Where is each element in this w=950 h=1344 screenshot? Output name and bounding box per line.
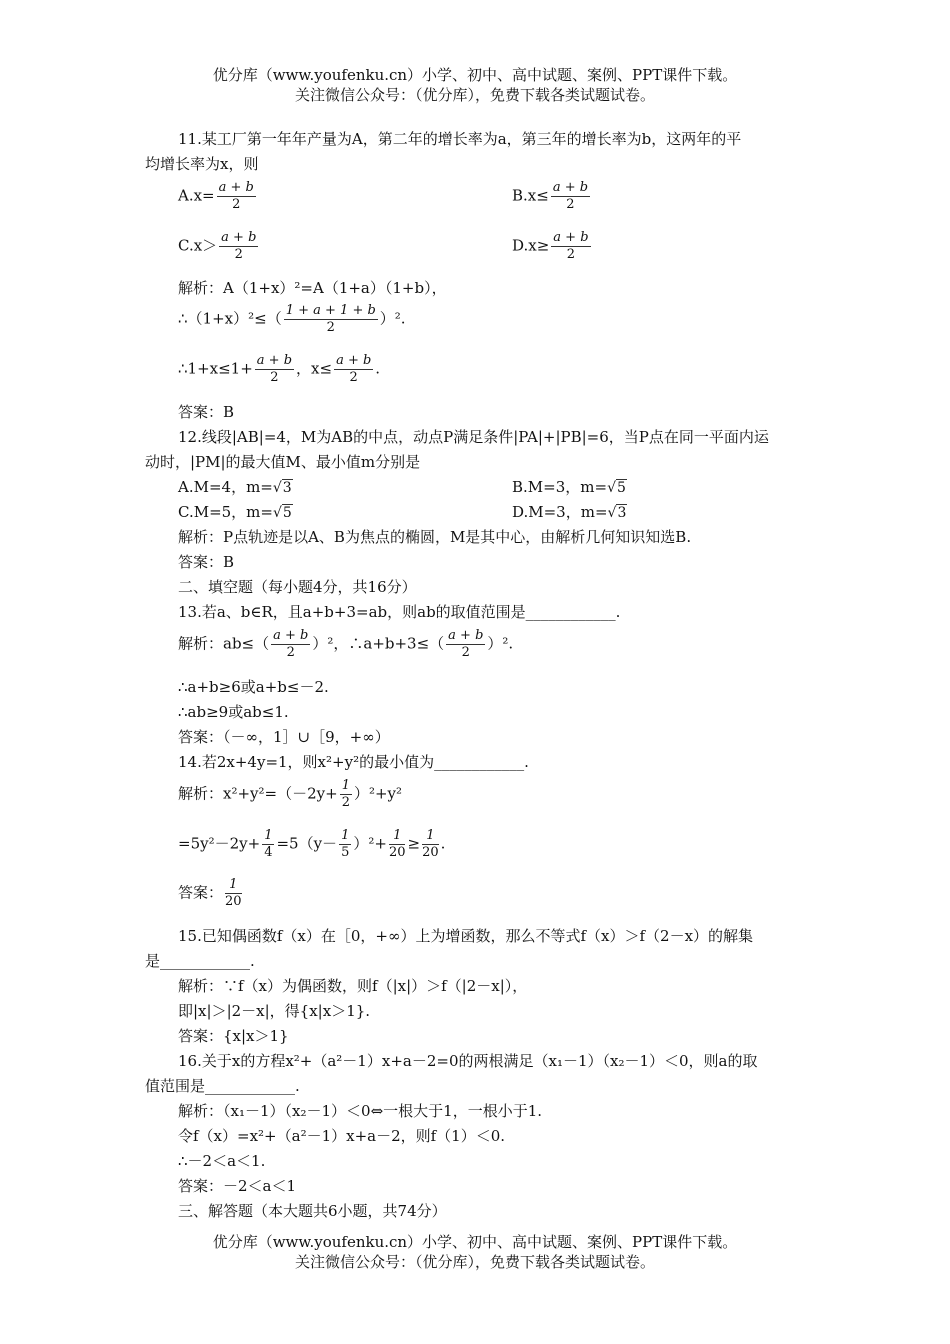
fraction: $\frac{a + b}{2}$ [336, 353, 372, 385]
q12-stem-line2: 动时，|PM|的最大值M、最小值m分别是 [145, 453, 421, 471]
q14-answer: 答案： $\frac{1}{20}$ [178, 877, 242, 909]
q13-answer: 答案：（－∞，1］∪［9，+∞） [178, 728, 390, 746]
fraction: $\frac{1}{4}$ [264, 828, 273, 860]
q12-option-b: B.M=3，m=√5 [512, 478, 626, 496]
q15-solution-line1: 解析：∵f（x）为偶函数，则f（|x|）＞f（|2－x|）， [178, 977, 528, 995]
q11-solution-line1: 解析：A（1+x）²=A（1+a）（1+b）， [178, 279, 447, 297]
q11-solution-line2: ∴（1+x）²≤（ $\frac{1 + a + 1 + b}{2}$ ）². [178, 303, 406, 335]
q11-answer: 答案：B [178, 403, 235, 421]
q16-solution-line3: ∴－2＜a＜1. [178, 1152, 266, 1170]
fraction: $\frac{a + b}{2}$ [448, 628, 484, 660]
fraction: $\frac{1}{20}$ [388, 828, 406, 860]
q11-option-a-label: A.x= [178, 186, 215, 205]
fraction: $\frac{1}{20}$ [422, 828, 439, 860]
q15-solution-line2: 即|x|＞|2－x|，得{x|x＞1}. [178, 1002, 371, 1020]
sqrt: √3 [607, 505, 627, 521]
q11-option-a [178, 180, 258, 213]
fraction: $\frac{a + b}{2}$ [553, 230, 589, 262]
sqrt: √3 [272, 480, 292, 496]
q13-stem: 13.若a、b∈R，且a+b+3=ab，则ab的取值范围是____________. [178, 603, 621, 621]
q14-stem: 14.若2x+4y=1，则x²+y²的最小值为____________. [178, 753, 529, 771]
q12-option-a: A.M=4，m=√3 [178, 478, 292, 496]
q16-stem-line1: 16.关于x的方程x²+（a²－1）x+a－2=0的两根满足（x₁－1）（x₂－1）＜0，则a的取 [178, 1052, 758, 1070]
q16-solution-line2: 令f（x）=x²+（a²－1）x+a－2，则f（1）＜0. [178, 1127, 506, 1145]
fraction: $\frac{a + b}{2}$ [218, 180, 254, 212]
q12-option-c: C.M=5，m=√5 [178, 503, 292, 521]
fraction: $\frac{a + b}{2}$ [221, 230, 257, 262]
fraction: $\frac{1}{2}$ [341, 778, 350, 810]
q12-option-d: D.M=3，m=√3 [512, 503, 627, 521]
sqrt: √5 [607, 480, 626, 496]
fraction: $\frac{a + b}{2}$ [256, 353, 293, 385]
q13-solution-line3: ∴ab≥9或ab≤1. [178, 703, 289, 721]
section-3-heading: 三、解答题（本大题共6小题，共74分） [178, 1202, 447, 1220]
page-footer-line2: 关注微信公众号：（优分库），免费下载各类试题试卷。 [294, 1253, 655, 1271]
fraction: $\frac{a + b}{2}$ [273, 628, 309, 660]
fraction: $\frac{a + b}{2}$ [552, 180, 589, 212]
sqrt: √5 [272, 505, 292, 521]
q16-solution-line1: 解析：（x₁－1）（x₂－1）＜0⇔一根大于1，一根小于1. [178, 1102, 543, 1120]
q11-stem-line2: 均增长率为x，则 [145, 155, 259, 173]
q11-option-d-label: D.x≥ [512, 236, 550, 255]
fraction: $\frac{1}{5}$ [341, 828, 350, 860]
q16-stem-line2: 值范围是____________. [145, 1077, 300, 1095]
q12-answer: 答案：B [178, 553, 235, 571]
page-footer-line1: 优分库（www.youfenku.cn）小学、初中、高中试题、案例、PPT课件下载。 [212, 1233, 738, 1251]
q11-option-c-label: C.x＞ [178, 236, 218, 255]
q14-solution-line1: 解析：x²+y²=（－2y+ $\frac{1}{2}$ ）²+y² [178, 778, 403, 810]
q12-solution: 解析：P点轨迹是以A、B为焦点的椭圆，M是其中心，由解析几何知识知选B. [178, 528, 692, 546]
q12-stem-line1: 12.线段|AB|=4，M为AB的中点，动点P满足条件|PA|+|PB|=6，当P点在同一平面内运 [178, 428, 769, 446]
q16-answer: 答案：－2＜a＜1 [178, 1177, 297, 1195]
q11-option-b-label: B.x≤ [512, 186, 549, 205]
q13-solution-line2: ∴a+b≥6或a+b≤－2. [178, 678, 329, 696]
q15-stem-line1: 15.已知偶函数f（x）在［0，+∞）上为增函数，那么不等式f（x）＞f（2－x）的解集 [178, 927, 754, 945]
q11-stem-line1: 11.某工厂第一年年产量为A，第二年的增长率为a，第三年的增长率为b，这两年的平 [178, 130, 742, 148]
page-header-line1: 优分库（www.youfenku.cn）小学、初中、高中试题、案例、PPT课件下载。 [212, 66, 738, 84]
q11-option-d [512, 230, 593, 263]
q11-solution-line3: ∴1+x≤1+ $\frac{a + b}{2}$ ，x≤ $\frac{a + b}{2}$ . [178, 353, 381, 385]
page-header-line2: 关注微信公众号：（优分库），免费下载各类试题试卷。 [294, 86, 655, 104]
q11-option-b [512, 180, 592, 213]
q11-option-c [178, 230, 260, 263]
fraction: $\frac{1 + a + 1 + b}{2}$ [285, 303, 376, 335]
q13-solution-line1: 解析：ab≤（ $\frac{a + b}{2}$ ）²，∴a+b+3≤（ $\frac{a + b}{2}$ ）². [178, 628, 514, 660]
fraction: $\frac{1}{20}$ [225, 877, 242, 909]
q14-solution-line2: =5y²－2y+ $\frac{1}{4}$ =5（y－ $\frac{1}{5}$ ）²+ $\frac{1}{20}$ ≥ $\frac{1}{20}$ . [178, 828, 446, 860]
q15-stem-line2: 是____________. [145, 952, 255, 970]
section-2-heading: 二、填空题（每小题4分，共16分） [178, 578, 417, 596]
q15-answer: 答案：{x|x＞1} [178, 1027, 289, 1045]
